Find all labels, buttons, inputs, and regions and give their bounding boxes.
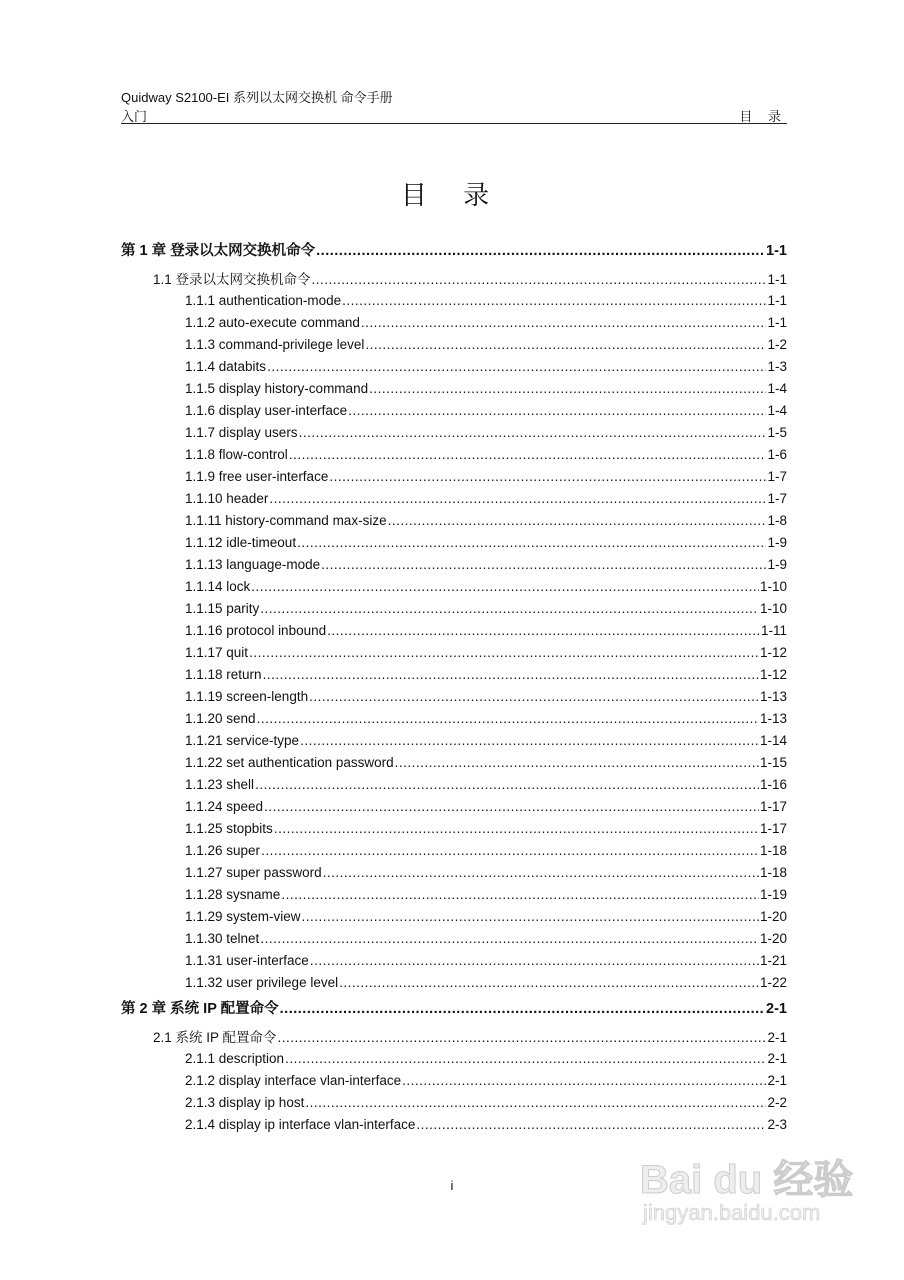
toc-page: 1-3 xyxy=(767,359,787,374)
dot-leader xyxy=(302,909,759,924)
toc-label: 1.1.6 display user-interface xyxy=(185,403,348,418)
dot-leader xyxy=(342,293,766,308)
toc-label: 1.1.12 idle-timeout xyxy=(185,535,297,550)
toc-page: 1-12 xyxy=(759,645,787,660)
toc-label: 1.1.8 flow-control xyxy=(185,447,288,462)
toc-label: 2.1 系统 IP 配置命令 xyxy=(153,1030,277,1045)
toc-label: 1.1.21 service-type xyxy=(185,733,300,748)
toc-page: 1-11 xyxy=(760,623,787,638)
toc-entry[interactable] xyxy=(121,1051,787,1073)
dot-leader xyxy=(369,381,766,396)
toc-page: 1-14 xyxy=(759,733,787,748)
dot-leader xyxy=(327,623,760,638)
toc-entry[interactable] xyxy=(121,535,787,557)
toc-label: 1.1.11 history-command max-size xyxy=(185,513,387,528)
toc-entry[interactable] xyxy=(121,557,787,579)
toc-page: 2-1 xyxy=(767,1073,787,1088)
toc-entry[interactable] xyxy=(121,469,787,491)
dot-leader xyxy=(310,953,759,968)
dot-leader xyxy=(361,315,767,330)
toc-page: 1-20 xyxy=(759,931,787,946)
toc-entry[interactable] xyxy=(121,403,787,425)
dot-leader xyxy=(285,1051,766,1066)
dot-leader xyxy=(264,799,759,814)
dot-leader xyxy=(257,711,759,726)
toc-label: 1.1.7 display users xyxy=(185,425,298,440)
header-right: 目 录 xyxy=(739,109,787,124)
toc-entry[interactable] xyxy=(121,931,787,953)
toc-label: 第 2 章 系统 IP 配置命令 xyxy=(121,1001,279,1017)
toc-page: 2-2 xyxy=(767,1095,787,1110)
toc-label: 1.1.16 protocol inbound xyxy=(185,623,327,638)
toc-entry[interactable] xyxy=(121,623,787,645)
toc-section[interactable] xyxy=(121,1026,787,1051)
toc-section[interactable] xyxy=(121,268,787,293)
toc-page: 1-19 xyxy=(759,887,787,902)
toc-page: 2-1 xyxy=(767,1030,787,1045)
toc-page: 2-3 xyxy=(767,1117,787,1132)
toc-entry[interactable] xyxy=(121,821,787,843)
toc-page: 1-7 xyxy=(767,491,787,506)
toc-entry[interactable] xyxy=(121,1073,787,1095)
toc-page: 1-4 xyxy=(767,381,787,396)
toc-page: 1-8 xyxy=(767,513,787,528)
toc-label: 2.1.2 display interface vlan-interface xyxy=(185,1073,402,1088)
toc-page: 1-6 xyxy=(767,447,787,462)
dot-leader xyxy=(263,667,759,682)
dot-leader xyxy=(251,579,759,594)
dot-leader xyxy=(289,447,767,462)
toc-page: 1-15 xyxy=(759,755,787,770)
toc-page: 1-21 xyxy=(759,953,787,968)
toc-label: 1.1.25 stopbits xyxy=(185,821,273,836)
toc-label: 1.1.19 screen-length xyxy=(185,689,309,704)
toc-page: 1-10 xyxy=(759,579,787,594)
toc-label: 1.1.27 super password xyxy=(185,865,322,880)
toc-entry[interactable] xyxy=(121,601,787,623)
dot-leader xyxy=(388,513,767,528)
toc-page: 1-16 xyxy=(759,777,787,792)
toc-page: 1-22 xyxy=(759,975,787,990)
toc-entry[interactable] xyxy=(121,909,787,931)
toc-page: 1-17 xyxy=(759,821,787,836)
dot-leader xyxy=(280,1001,765,1017)
toc-entry[interactable] xyxy=(121,645,787,667)
toc-label: 1.1.23 shell xyxy=(185,777,255,792)
toc-entry[interactable] xyxy=(121,733,787,755)
dot-leader xyxy=(269,491,766,506)
toc-entry[interactable] xyxy=(121,865,787,887)
toc-page: 1-20 xyxy=(759,909,787,924)
toc-page: 1-5 xyxy=(767,425,787,440)
toc-entry[interactable] xyxy=(121,667,787,689)
toc-entry[interactable] xyxy=(121,337,787,359)
toc-entry[interactable] xyxy=(121,953,787,975)
toc-entry[interactable] xyxy=(121,799,787,821)
toc-label: 2.1.4 display ip interface vlan-interface xyxy=(185,1117,416,1132)
toc-label: 第 1 章 登录以太网交换机命令 xyxy=(121,243,316,259)
dot-leader xyxy=(249,645,759,660)
dot-leader xyxy=(300,733,759,748)
toc-label: 1.1.29 system-view xyxy=(185,909,301,924)
toc-label: 2.1.1 description xyxy=(185,1051,285,1066)
toc-label: 1.1.13 language-mode xyxy=(185,557,321,572)
toc-label: 1.1.5 display history-command xyxy=(185,381,369,396)
toc-entry[interactable] xyxy=(121,447,787,469)
toc-page: 1-7 xyxy=(767,469,787,484)
toc-page: 1-13 xyxy=(759,711,787,726)
toc-page: 2-1 xyxy=(766,1001,787,1017)
header-title: Quidway S2100-EI 系列以太网交换机 命令手册 xyxy=(121,90,393,105)
toc-label: 1.1.2 auto-execute command xyxy=(185,315,360,330)
toc-page: 1-1 xyxy=(766,243,787,259)
toc-label: 1.1.28 sysname xyxy=(185,887,281,902)
toc-page: 1-1 xyxy=(767,272,787,287)
toc-entry[interactable] xyxy=(121,843,787,865)
dot-leader xyxy=(348,403,766,418)
toc-entry[interactable] xyxy=(121,513,787,535)
toc-page: 1-18 xyxy=(759,843,787,858)
toc-label: 1.1.32 user privilege level xyxy=(185,975,339,990)
toc-page: 1-18 xyxy=(759,865,787,880)
toc-chapter[interactable] xyxy=(121,997,787,1026)
page-title: 目 录 xyxy=(400,181,504,211)
header-section: 入门 xyxy=(121,109,148,124)
dot-leader xyxy=(416,1117,766,1132)
toc-entry[interactable] xyxy=(121,711,787,733)
dot-leader xyxy=(321,557,766,572)
toc-label: 1.1.17 quit xyxy=(185,645,249,660)
toc-entry[interactable] xyxy=(121,381,787,403)
toc-label: 1.1 登录以太网交换机命令 xyxy=(153,272,311,287)
dot-leader xyxy=(281,887,759,902)
toc-entry[interactable] xyxy=(121,491,787,513)
dot-leader xyxy=(312,272,767,287)
dot-leader xyxy=(278,1030,767,1045)
toc-page: 2-1 xyxy=(767,1051,787,1066)
dot-leader xyxy=(299,425,767,440)
dot-leader xyxy=(395,755,759,770)
toc-label: 1.1.1 authentication-mode xyxy=(185,293,342,308)
toc-entry[interactable] xyxy=(121,579,787,601)
toc-label: 1.1.9 free user-interface xyxy=(185,469,329,484)
toc-label: 1.1.15 parity xyxy=(185,601,260,616)
toc-page: 1-9 xyxy=(767,535,787,550)
dot-leader xyxy=(255,777,759,792)
toc-page: 1-1 xyxy=(767,315,787,330)
table-of-contents xyxy=(121,239,787,1139)
toc-label: 1.1.18 return xyxy=(185,667,262,682)
dot-leader xyxy=(260,601,759,616)
dot-leader xyxy=(365,337,766,352)
toc-label: 1.1.20 send xyxy=(185,711,256,726)
dot-leader xyxy=(329,469,766,484)
dot-leader xyxy=(316,243,765,259)
baidu-watermark-url: jingyan.baidu.com xyxy=(643,1200,821,1225)
toc-page: 1-10 xyxy=(759,601,787,616)
toc-label: 1.1.14 lock xyxy=(185,579,251,594)
toc-page: 1-9 xyxy=(767,557,787,572)
toc-label: 1.1.22 set authentication password xyxy=(185,755,394,770)
toc-page: 1-4 xyxy=(767,403,787,418)
dot-leader xyxy=(267,359,766,374)
baidu-watermark-logo: Bai du 经验 xyxy=(640,1158,854,1202)
page-number: i xyxy=(450,1178,454,1193)
toc-entry[interactable] xyxy=(121,1117,787,1139)
toc-label: 1.1.24 speed xyxy=(185,799,264,814)
dot-leader xyxy=(309,689,759,704)
toc-entry[interactable] xyxy=(121,359,787,381)
toc-page: 1-1 xyxy=(767,293,787,308)
toc-page: 1-17 xyxy=(759,799,787,814)
dot-leader xyxy=(402,1073,766,1088)
dot-leader xyxy=(297,535,766,550)
toc-entry[interactable] xyxy=(121,755,787,777)
toc-page: 1-13 xyxy=(759,689,787,704)
toc-label: 1.1.26 super xyxy=(185,843,261,858)
toc-label: 1.1.3 command-privilege level xyxy=(185,337,365,352)
toc-label: 1.1.31 user-interface xyxy=(185,953,309,968)
toc-entry[interactable] xyxy=(121,1095,787,1117)
toc-entry[interactable] xyxy=(121,293,787,315)
toc-entry[interactable] xyxy=(121,975,787,997)
toc-entry[interactable] xyxy=(121,315,787,337)
toc-entry[interactable] xyxy=(121,777,787,799)
dot-leader xyxy=(305,1095,766,1110)
toc-entry[interactable] xyxy=(121,887,787,909)
toc-chapter[interactable] xyxy=(121,239,787,268)
toc-label: 2.1.3 display ip host xyxy=(185,1095,305,1110)
toc-entry[interactable] xyxy=(121,425,787,447)
dot-leader xyxy=(261,843,759,858)
dot-leader xyxy=(339,975,759,990)
toc-label: 1.1.4 databits xyxy=(185,359,267,374)
dot-leader xyxy=(260,931,759,946)
dot-leader xyxy=(323,865,759,880)
toc-page: 1-2 xyxy=(767,337,787,352)
toc-page: 1-12 xyxy=(759,667,787,682)
toc-label: 1.1.30 telnet xyxy=(185,931,260,946)
toc-label: 1.1.10 header xyxy=(185,491,269,506)
toc-entry[interactable] xyxy=(121,689,787,711)
header-divider xyxy=(121,123,787,124)
dot-leader xyxy=(274,821,759,836)
